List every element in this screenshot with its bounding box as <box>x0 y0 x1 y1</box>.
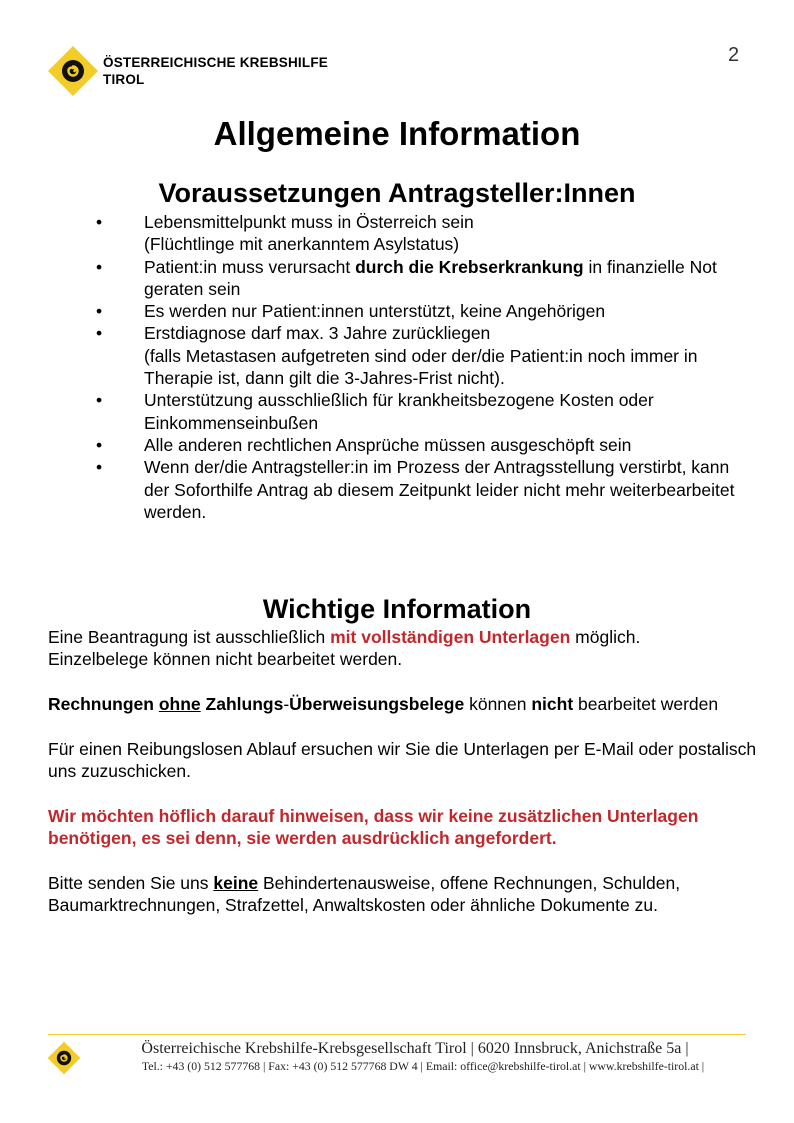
item-emphasis: durch die Krebserkrankung <box>355 256 584 277</box>
list-item <box>94 434 754 456</box>
footer-logo-icon <box>47 1041 81 1075</box>
text: Zahlungs <box>205 694 284 714</box>
item-text: in finanzielle Not geraten sein <box>144 256 717 299</box>
text: können <box>464 694 532 714</box>
paragraph-invoices <box>48 693 758 715</box>
text: Einzelbelege können nicht bearbeitet werden. <box>48 649 403 670</box>
item-text: Es werden nur Patient:innen unterstützt, keine Angehörigen <box>144 301 606 322</box>
text: Behindertenausweise, offene Rechnungen, Schulden, Baumarktrechnungen, Strafzettel, Anwaltskosten oder ähnliche Dokumente zu. <box>48 873 681 916</box>
important-heading: Wichtige Information <box>262 594 532 624</box>
item-note: (falls Metastasen aufgetreten sind oder der/die Patient:in noch immer in Therapie ist, dann gilt die 3-Jahres-Frist nicht). <box>144 345 698 389</box>
text: nicht <box>531 694 574 714</box>
text: Überweisungsbelege <box>289 694 465 714</box>
bullet-icon: • <box>96 256 103 277</box>
page-title: Allgemeine Information <box>213 115 581 152</box>
paragraph-notice: Wir möchten höflich darauf hinweisen, dass wir keine zusätzlichen Unterlagen benötigen, es sei denn, sie werden ausdrücklich angefordert. <box>48 806 699 849</box>
text: Bitte senden Sie uns <box>48 873 214 893</box>
bullet-icon: • <box>96 434 103 455</box>
bullet-icon: • <box>96 212 103 232</box>
bullet-icon: • <box>96 457 103 478</box>
highlight-text: mit vollständigen Unterlagen <box>330 627 571 647</box>
bullet-icon: • <box>96 323 103 344</box>
list-item <box>94 456 754 523</box>
item-text: Unterstützung ausschließlich für krankheitsbezogene Kosten oder Einkommenseinbußen <box>144 390 654 433</box>
list-item <box>94 256 754 301</box>
org-line-2: TIROL <box>103 72 145 87</box>
bullet-icon: • <box>96 390 103 411</box>
underlined-text: keine <box>213 873 259 893</box>
list-item <box>94 300 754 322</box>
underlined-text: ohne <box>158 694 201 714</box>
footer-address: Österreichische Krebshilfe-Krebsgesellschaft Tirol | 6020 Innsbruck, Anichstraße 5a | <box>141 1040 689 1057</box>
paragraph-complete-documents <box>48 626 758 671</box>
requirements-list <box>94 211 754 523</box>
item-text: Alle anderen rechtlichen Ansprüche müssen ausgeschöpft sein <box>144 434 632 455</box>
page-number: 2 <box>728 44 740 66</box>
krebshilfe-logo-icon <box>47 45 99 97</box>
text: Rechnungen <box>48 694 154 714</box>
bullet-icon: • <box>96 301 103 322</box>
footer-contact: Tel.: +43 (0) 512 577768 | Fax: +43 (0) 512 577768 DW 4 | Email: office@krebshilfe-tirol.at | www.krebshilfe-tirol.at | <box>141 1059 705 1073</box>
list-item <box>94 322 754 389</box>
org-line-1: ÖSTERREICHISCHE KREBSHILFE <box>103 55 328 70</box>
item-text: Wenn der/die Antragsteller:in im Prozess der Antragsstellung verstirbt, kann der Soforthilfe Antrag ab diesem Zeitpunkt leider nicht mehr weiterbearbeitet werden. <box>144 457 735 522</box>
item-text: Patient:in muss verursacht <box>144 256 356 277</box>
text: möglich. <box>570 627 641 647</box>
text: Eine Beantragung ist ausschließlich <box>48 627 331 647</box>
footer-divider <box>48 1034 746 1035</box>
text: bearbeitet werden <box>573 694 719 714</box>
requirements-heading: Voraussetzungen Antragsteller:Innen <box>158 178 636 208</box>
item-text: Erstdiagnose darf max. 3 Jahre zurückliegen <box>144 323 491 344</box>
paragraph-excluded-documents <box>48 872 758 917</box>
item-text: Lebensmittelpunkt muss in Österreich sein <box>144 212 474 232</box>
text: - <box>283 694 290 714</box>
list-item <box>94 389 754 434</box>
paragraph-submission: Für einen Reibungslosen Ablauf ersuchen wir Sie die Unterlagen per E-Mail oder postalisch uns zuzuschicken. <box>48 739 757 782</box>
item-note: (Flüchtlinge mit anerkanntem Asylstatus) <box>144 234 460 255</box>
list-item <box>94 211 754 256</box>
organization-name <box>103 54 328 88</box>
